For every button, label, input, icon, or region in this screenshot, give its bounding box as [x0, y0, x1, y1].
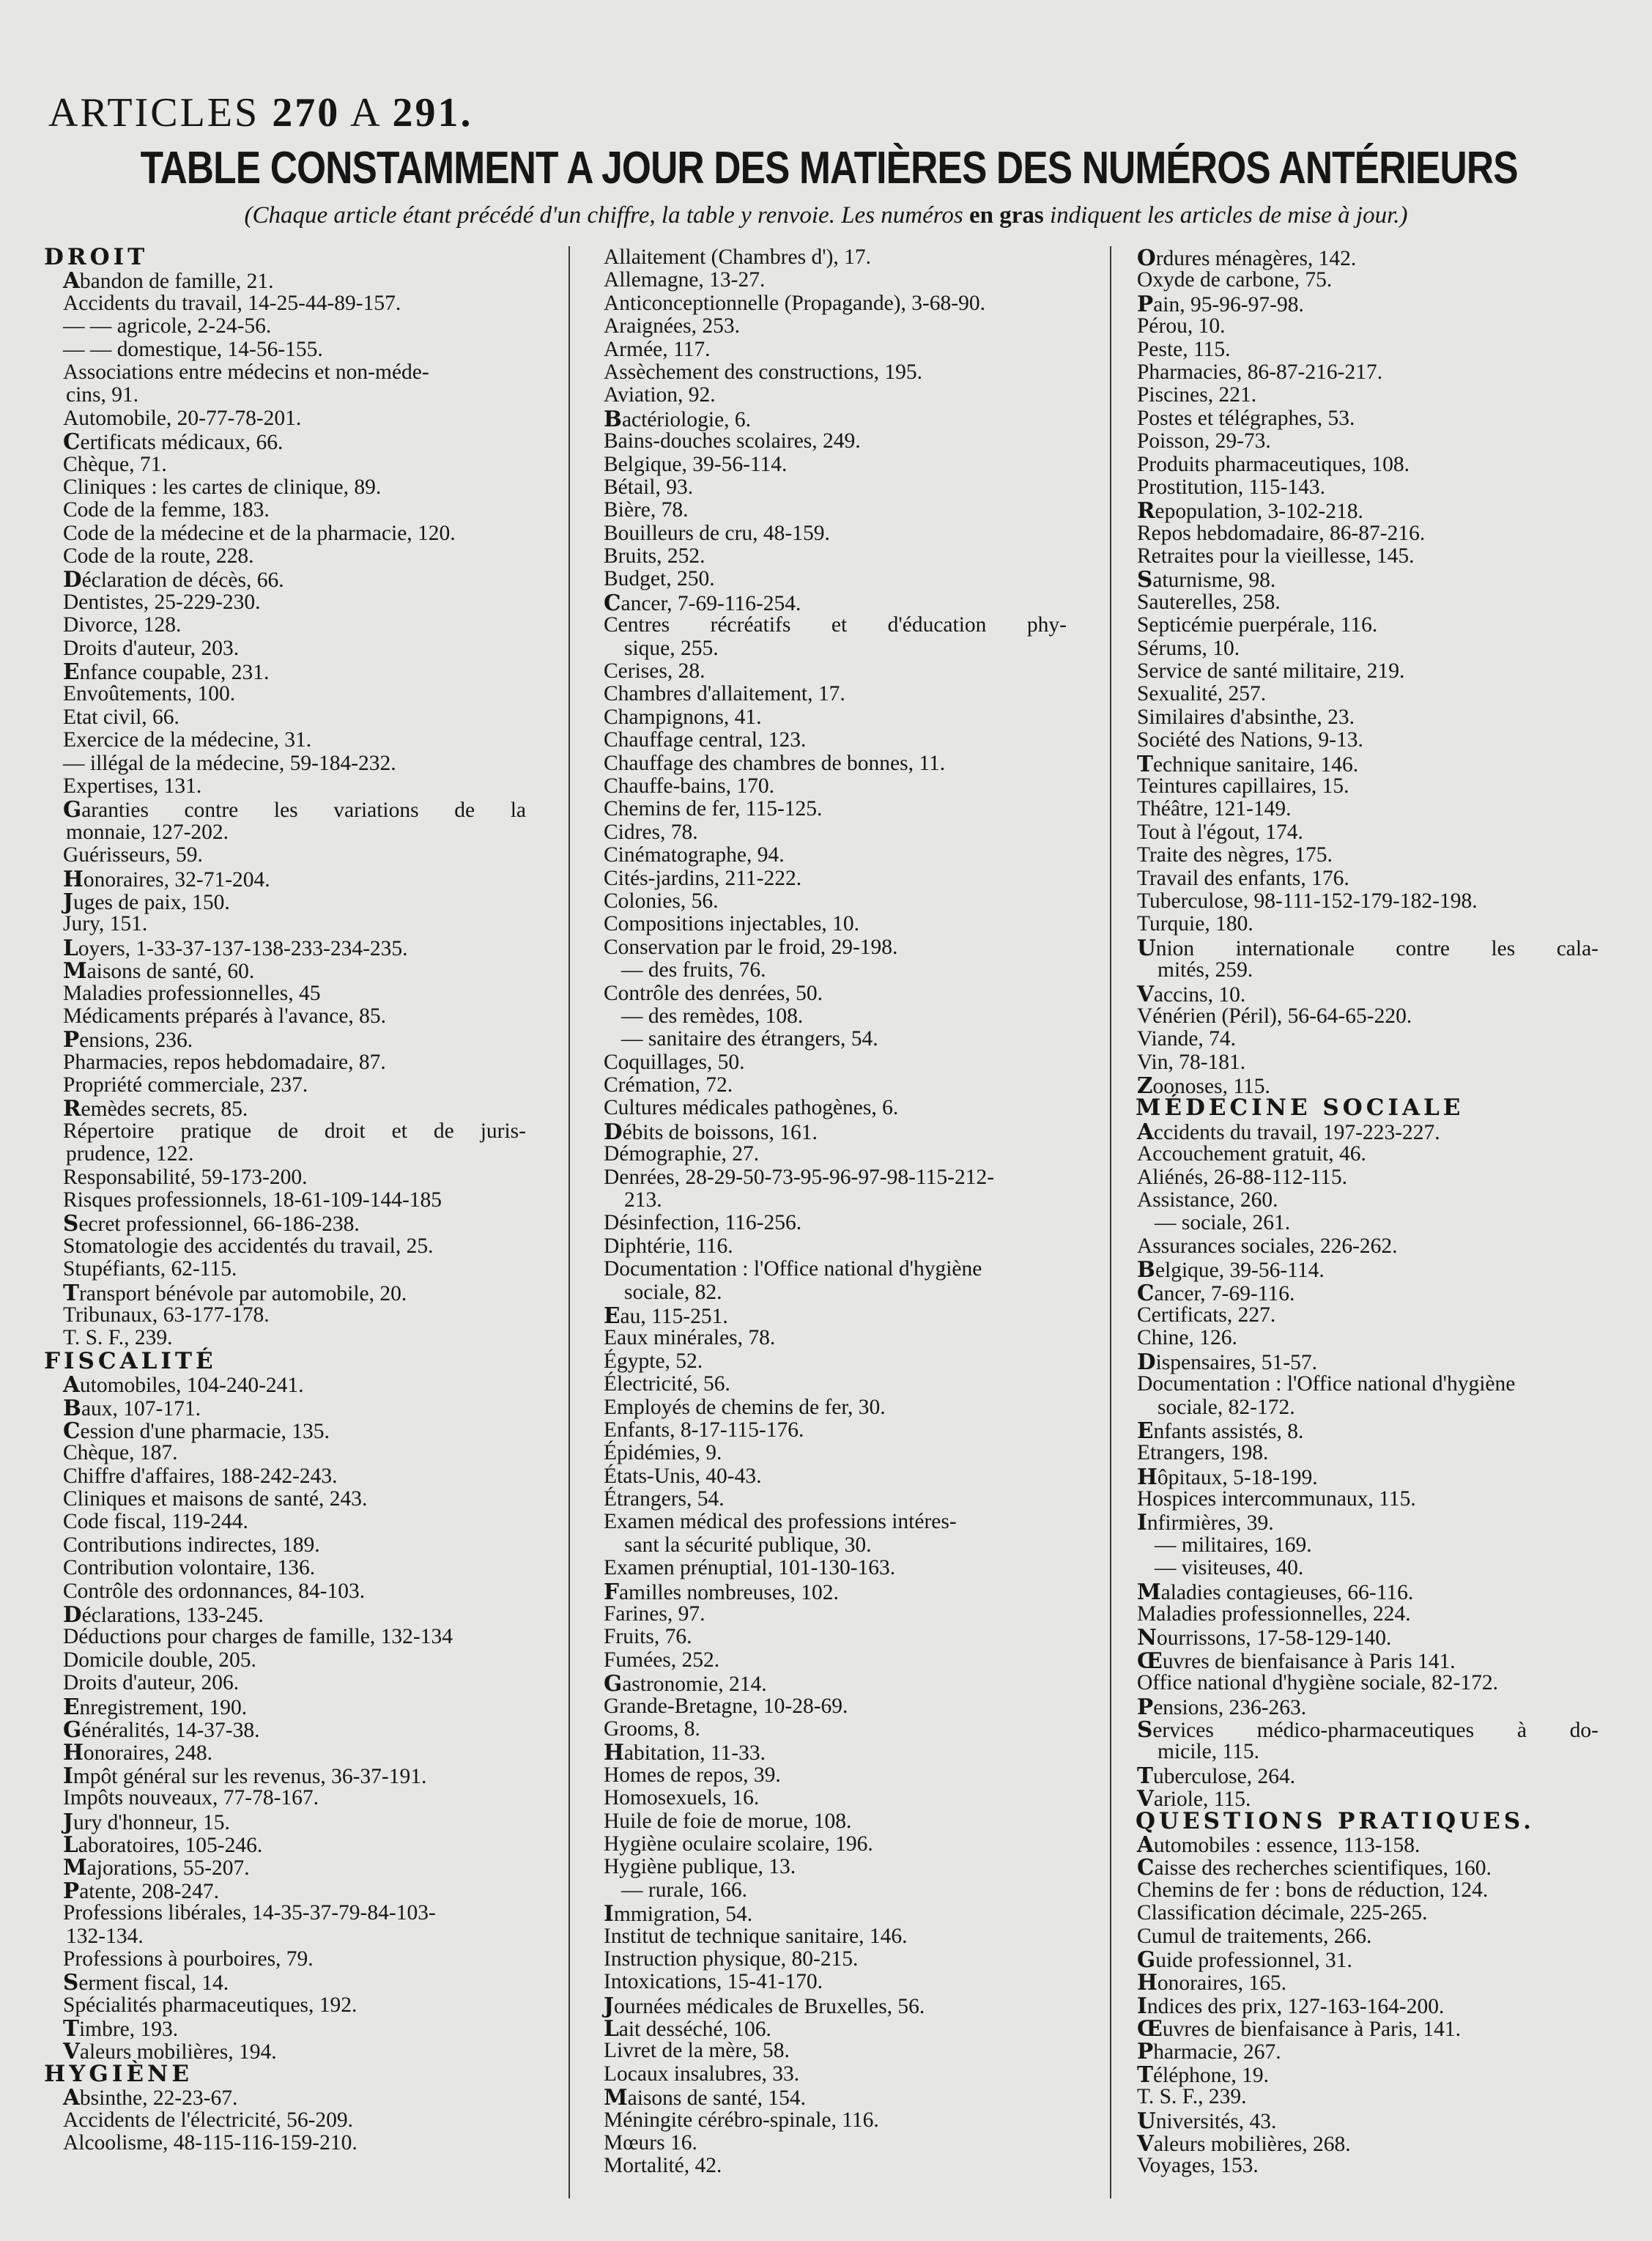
index-entry: Piscines, 221. — [1137, 383, 1257, 407]
index-entry: Chine, 126. — [1137, 1326, 1237, 1350]
subtitle-before: (Chaque article étant précédé d'un chiffre, la table y renvoie. Les numéros — [244, 202, 969, 229]
index-entry: cins, 91. — [66, 383, 139, 407]
index-entry: Peste, 115. — [1137, 337, 1231, 361]
index-entry: Dentistes, 25-229-230. — [63, 590, 261, 614]
index-entry: Examen prénuptial, 101-130-163. — [604, 1556, 896, 1580]
index-entry: Allemagne, 13-27. — [604, 268, 766, 292]
index-entry: Timbre, 193. — [63, 2015, 179, 2042]
index-entry: Tuberculose, 264. — [1137, 1762, 1296, 1788]
index-entry: Intoxications, 15-41-170. — [604, 1970, 823, 1994]
index-entry: Stomatologie des accidentés du travail, 25. — [63, 1234, 434, 1258]
index-entry: Variole, 115. — [1137, 1785, 1251, 1812]
index-entry: Vin, 78-181. — [1137, 1050, 1246, 1074]
index-entry: 213. — [624, 1188, 662, 1212]
index-entry: Compositions injectables, 10. — [604, 912, 860, 936]
index-entry: Laboratoires, 105-246. — [63, 1831, 263, 1857]
index-entry: Enfants, 8-17-115-176. — [604, 1418, 804, 1442]
index-entry: Allaitement (Chambres d'), 17. — [604, 245, 871, 269]
index-entry: Code fiscal, 119-244. — [63, 1510, 248, 1534]
index-entry: Aliénés, 26-88-112-115. — [1137, 1165, 1348, 1189]
index-entry: Cliniques : les cartes de clinique, 89. — [63, 475, 382, 499]
index-entry: Chèque, 71. — [63, 452, 167, 476]
index-entry: Produits pharmaceutiques, 108. — [1137, 452, 1410, 476]
index-entry: Responsabilité, 59-173-200. — [63, 1165, 308, 1189]
index-entry: Office national d'hygiène sociale, 82-172. — [1137, 1671, 1499, 1695]
index-entry: mités, 259. — [1157, 958, 1253, 982]
index-entry: Automobiles, 104-240-241. — [63, 1371, 304, 1398]
index-entry: Jury d'honneur, 15. — [63, 1808, 230, 1834]
index-entry: Pensions, 236-263. — [1137, 1693, 1307, 1719]
index-entry: Honoraires, 165. — [1137, 1969, 1287, 1996]
index-entry: Cession d'une pharmacie, 135. — [63, 1417, 330, 1443]
index-entry: Chauffage central, 123. — [604, 728, 807, 752]
index-entry: Pensions, 236. — [63, 1026, 193, 1053]
index-entry: — illégal de la médecine, 59-184-232. — [63, 751, 396, 775]
index-entry: Envoûtements, 100. — [63, 682, 236, 706]
index-entry: Classification décimale, 225-265. — [1137, 1901, 1428, 1925]
articles-sep: A — [350, 90, 380, 136]
index-entry: Téléphone, 19. — [1137, 2061, 1270, 2087]
articles-range-heading — [48, 89, 473, 136]
index-entry: Assistance, 260. — [1137, 1188, 1278, 1212]
index-entry: Accidents de l'électricité, 56-209. — [63, 2108, 354, 2132]
index-entry: Œuvres de bienfaisance à Paris 141. — [1137, 1647, 1456, 1673]
index-entry: Spécialités pharmaceutiques, 192. — [63, 1993, 358, 2017]
index-entry: Araignées, 253. — [604, 314, 740, 338]
index-entry: Travail des enfants, 176. — [1137, 866, 1349, 890]
index-entry: Accouchement gratuit, 46. — [1137, 1142, 1366, 1166]
index-entry: Expertises, 131. — [63, 774, 202, 798]
index-entry: Valeurs mobilières, 194. — [63, 2038, 277, 2064]
index-entry: États-Unis, 40-43. — [604, 1464, 762, 1488]
index-entry: Contribution volontaire, 136. — [63, 1556, 316, 1580]
section-heading: HYGIÈNE — [44, 2060, 193, 2087]
index-entry: sant la sécurité publique, 30. — [624, 1533, 872, 1557]
index-entry: prudence, 122. — [66, 1142, 194, 1166]
index-entry: Technique sanitaire, 146. — [1137, 750, 1359, 777]
index-entry: Cités-jardins, 211-222. — [604, 866, 802, 890]
index-entry: Œuvres de bienfaisance à Paris, 141. — [1137, 2015, 1461, 2042]
index-entry: Zoonoses, 115. — [1137, 1073, 1270, 1099]
index-entry: Baux, 107-171. — [63, 1394, 201, 1420]
index-entry: Valeurs mobilières, 268. — [1137, 2130, 1351, 2157]
index-entry: micile, 115. — [1157, 1740, 1260, 1764]
index-entry: Etrangers, 198. — [1137, 1441, 1269, 1465]
index-entry: Bouilleurs de cru, 48-159. — [604, 521, 830, 545]
index-entry: Homes de repos, 39. — [604, 1763, 781, 1787]
index-entry: Bétail, 93. — [604, 475, 694, 499]
index-entry: Droits d'auteur, 206. — [63, 1671, 240, 1695]
index-entry: Armée, 117. — [604, 337, 711, 361]
index-entry: Assurances sociales, 226-262. — [1137, 1234, 1398, 1258]
index-entry: Repopulation, 3-102-218. — [1137, 497, 1363, 524]
index-entry: Exercice de la médecine, 31. — [63, 728, 312, 752]
index-entry: Remèdes secrets, 85. — [63, 1095, 248, 1122]
index-entry: Poisson, 29-73. — [1137, 429, 1271, 453]
index-entry: Immigration, 54. — [604, 1900, 753, 1927]
index-entry: Indices des prix, 127-163-164-200. — [1137, 1992, 1445, 2018]
index-entry: Huile de foie de morue, 108. — [604, 1809, 852, 1833]
index-entry: Nourrissons, 17-58-129-140. — [1137, 1624, 1392, 1651]
index-entry: Électricité, 56. — [604, 1372, 730, 1396]
index-entry: Cultures médicales pathogènes, 6. — [604, 1096, 899, 1120]
index-entry: Majorations, 55-207. — [63, 1854, 250, 1881]
index-entry: Contrôle des denrées, 50. — [604, 981, 823, 1005]
index-entry: — des remèdes, 108. — [621, 1004, 804, 1028]
index-entry: Épidémies, 9. — [604, 1441, 722, 1465]
index-entry: Honoraires, 32-71-204. — [63, 865, 270, 892]
index-entry: — militaires, 169. — [1155, 1533, 1312, 1557]
index-entry: Familles nombreuses, 102. — [604, 1578, 839, 1604]
articles-prefix: ARTICLES — [48, 90, 260, 136]
index-entry: — rurale, 166. — [621, 1878, 748, 1902]
page-subtitle — [0, 202, 1652, 229]
index-entry: Certificats médicaux, 66. — [63, 429, 284, 455]
index-entry: Documentation : l'Office national d'hygiène — [604, 1257, 982, 1281]
index-entry: Enregistrement, 190. — [63, 1693, 248, 1719]
index-entry: Cinématographe, 94. — [604, 843, 785, 867]
index-entry: T. S. F., 239. — [1137, 2085, 1247, 2109]
index-entry: Médicaments préparés à l'avance, 85. — [63, 1004, 387, 1028]
index-entry: Maisons de santé, 154. — [604, 2084, 806, 2111]
index-entry: Garanties contre les variations de la — [63, 796, 526, 823]
index-entry: Hôpitaux, 5-18-199. — [1137, 1463, 1318, 1489]
index-entry: sociale, 82-172. — [1157, 1395, 1295, 1419]
index-entry: Divorce, 128. — [63, 613, 182, 637]
index-entry: Tribunaux, 63-177-178. — [63, 1303, 270, 1327]
index-entry: Belgique, 39-56-114. — [604, 452, 788, 476]
index-entry: Professions libérales, 14-35-37-79-84-103- — [63, 1901, 436, 1925]
index-entry: Diphtérie, 116. — [604, 1234, 733, 1258]
index-entry: Bruits, 252. — [604, 544, 705, 568]
index-entry: Bière, 78. — [604, 498, 689, 522]
index-entry: Étrangers, 54. — [604, 1487, 725, 1511]
index-entry: Déductions pour charges de famille, 132-134 — [63, 1625, 453, 1649]
index-entry: Méningite cérébro-spinale, 116. — [604, 2108, 879, 2132]
index-entry: Enfants assistés, 8. — [1137, 1417, 1304, 1443]
index-entry: Postes et télégraphes, 53. — [1137, 406, 1355, 430]
page-title: TABLE CONSTAMMENT A JOUR DES MATIÈRES DES NUMÉROS ANTÉRIEURS — [140, 143, 1518, 193]
index-entry: Cumul de traitements, 266. — [1137, 1924, 1372, 1948]
index-entry: Retraites pour la vieillesse, 145. — [1137, 544, 1415, 568]
index-entry: Déclarations, 133-245. — [63, 1601, 264, 1628]
index-entry: Guide professionnel, 31. — [1137, 1946, 1352, 1972]
index-entry: Ordures ménagères, 142. — [1137, 245, 1357, 270]
index-entry: Teintures capillaires, 15. — [1137, 774, 1349, 798]
index-entry: Vaccins, 10. — [1137, 980, 1246, 1007]
index-entry: — — domestique, 14-56-155. — [63, 337, 323, 361]
index-entry: Cancer, 7-69-116-254. — [604, 589, 801, 615]
index-entry: Infirmières, 39. — [1137, 1509, 1274, 1536]
index-entry: Pharmacies, 86-87-216-217. — [1137, 360, 1383, 384]
index-entry: Employés de chemins de fer, 30. — [604, 1395, 886, 1419]
index-entry: Jury, 151. — [63, 912, 148, 936]
index-entry: Fruits, 76. — [604, 1625, 692, 1649]
index-entry: Chiffre d'affaires, 188-242-243. — [63, 1464, 338, 1488]
index-entry: Dispensaires, 51-57. — [1137, 1348, 1317, 1374]
index-entry: — — agricole, 2-24-56. — [63, 314, 272, 338]
index-entry: Maisons de santé, 60. — [63, 957, 255, 984]
index-entry: Professions à pourboires, 79. — [63, 1946, 314, 1971]
index-entry: Bactériologie, 6. — [604, 405, 752, 431]
index-entry: Contributions indirectes, 189. — [63, 1533, 320, 1557]
index-entry: Union internationale contre les cala- — [1137, 934, 1599, 960]
index-column-1 — [45, 246, 526, 2155]
index-entry: sique, 255. — [624, 636, 719, 660]
index-entry: Chemins de fer, 115-125. — [604, 797, 823, 821]
index-entry: Examen médical des professions intéres- — [604, 1510, 957, 1534]
index-entry: Transport bénévole par automobile, 20. — [63, 1279, 407, 1305]
index-entry: Alcoolisme, 48-115-116-159-210. — [63, 2131, 358, 2155]
index-entry: Enfance coupable, 231. — [63, 659, 270, 685]
index-entry: sociale, 82. — [624, 1280, 722, 1304]
index-entry: Saturnisme, 98. — [1137, 566, 1276, 593]
index-entry: Conservation par le froid, 29-198. — [604, 935, 898, 959]
index-entry: Certificats, 227. — [1137, 1303, 1276, 1327]
index-entry: Déclaration de décès, 66. — [63, 566, 284, 593]
index-entry: Démographie, 27. — [604, 1142, 760, 1166]
index-entry: Instruction physique, 80-215. — [604, 1946, 859, 1971]
index-entry: Aviation, 92. — [604, 383, 716, 407]
index-entry: Serment fiscal, 14. — [63, 1969, 229, 1996]
index-entry: Loyers, 1-33-37-137-138-233-234-235. — [63, 934, 408, 960]
index-entry: Budget, 250. — [604, 567, 715, 591]
index-entry: Pharmacie, 267. — [1137, 2038, 1281, 2064]
index-entry: Anticonceptionnelle (Propagande), 3-68-90. — [604, 291, 986, 315]
index-entry: Institut de technique sanitaire, 146. — [604, 1924, 908, 1948]
index-entry: Viande, 74. — [1137, 1027, 1237, 1051]
index-entry: Accidents du travail, 197-223-227. — [1137, 1118, 1440, 1144]
index-column-3 — [1137, 246, 1599, 2178]
section-heading: QUESTIONS PRATIQUES. — [1136, 1807, 1535, 1834]
index-entry: Désinfection, 116-256. — [604, 1211, 802, 1235]
index-entry: Grande-Bretagne, 10-28-69. — [604, 1694, 848, 1718]
index-entry: 132-134. — [66, 1924, 144, 1948]
index-entry: Code de la médecine et de la pharmacie, 120. — [63, 521, 456, 545]
index-entry: Impôt général sur les revenus, 36-37-191. — [63, 1762, 427, 1788]
index-entry: Caisse des recherches scientifiques, 160. — [1137, 1854, 1492, 1881]
index-entry: Stupéfiants, 62-115. — [63, 1257, 237, 1281]
index-entry: Tout à l'égout, 174. — [1137, 820, 1303, 844]
index-entry: Service de santé militaire, 219. — [1137, 659, 1405, 684]
index-entry: Chambres d'allaitement, 17. — [604, 682, 845, 706]
index-entry: Septicémie puerpérale, 116. — [1137, 613, 1378, 637]
index-entry: Contrôle des ordonnances, 84-103. — [63, 1579, 366, 1603]
index-entry: Assèchement des constructions, 195. — [604, 360, 923, 384]
index-entry: Cerises, 28. — [604, 659, 705, 684]
index-entry: Livret de la mère, 58. — [604, 2039, 790, 2063]
column-divider — [568, 246, 570, 2199]
index-entry: Similaires d'absinthe, 23. — [1137, 705, 1355, 729]
index-entry: Colonies, 56. — [604, 889, 719, 913]
index-entry: Farines, 97. — [604, 1602, 705, 1626]
index-entry: Documentation : l'Office national d'hygiène — [1137, 1372, 1516, 1396]
index-entry: Lait desséché, 106. — [604, 2015, 771, 2042]
index-entry: Absinthe, 22-23-67. — [63, 2084, 238, 2111]
subtitle-bold: en gras — [968, 202, 1044, 229]
index-entry: — sociale, 261. — [1155, 1211, 1291, 1235]
index-entry: Voyages, 153. — [1137, 2154, 1259, 2178]
index-entry: Hospices intercommunaux, 115. — [1137, 1487, 1416, 1511]
index-entry: Denrées, 28-29-50-73-95-96-97-98-115-212- — [604, 1165, 995, 1189]
index-entry: Maladies contagieuses, 66-116. — [1137, 1578, 1414, 1604]
index-entry: Débits de boissons, 161. — [604, 1118, 818, 1144]
index-entry: Champignons, 41. — [604, 705, 762, 729]
index-entry: Sauterelles, 258. — [1137, 590, 1281, 614]
index-entry: Cancer, 7-69-116. — [1137, 1279, 1295, 1305]
index-entry: Théâtre, 121-149. — [1137, 797, 1292, 821]
articles-from: 270 — [272, 90, 341, 136]
section-heading: FISCALITÉ — [44, 1347, 217, 1374]
index-entry: — des fruits, 76. — [621, 958, 766, 982]
index-entry: Prostitution, 115-143. — [1137, 475, 1326, 499]
index-entry: Grooms, 8. — [604, 1717, 700, 1741]
index-entry: Pérou, 10. — [1137, 314, 1226, 338]
index-entry: Chèque, 187. — [63, 1441, 178, 1465]
index-entry: T. S. F., 239. — [63, 1326, 173, 1350]
index-entry: Guérisseurs, 59. — [63, 843, 203, 867]
index-entry: Sexualité, 257. — [1137, 682, 1267, 706]
index-entry: Eaux minérales, 78. — [604, 1326, 776, 1350]
index-entry: Locaux insalubres, 33. — [604, 2062, 800, 2086]
index-entry: Maladies professionnelles, 224. — [1137, 1602, 1411, 1626]
index-entry: Mortalité, 42. — [604, 2154, 722, 2178]
index-entry: Cliniques et maisons de santé, 243. — [63, 1487, 368, 1511]
index-entry: Accidents du travail, 14-25-44-89-157. — [63, 291, 401, 315]
index-entry: Domicile double, 205. — [63, 1648, 256, 1672]
articles-to: 291. — [392, 90, 473, 136]
index-entry: Abandon de famille, 21. — [63, 267, 274, 294]
index-entry: Mœurs 16. — [604, 2131, 697, 2155]
index-entry: Traite des nègres, 175. — [1137, 843, 1333, 867]
index-entry: Coquillages, 50. — [604, 1050, 745, 1074]
column-divider — [1110, 246, 1111, 2199]
index-entry: Pharmacies, repos hebdomadaire, 87. — [63, 1050, 386, 1074]
index-entry: Juges de paix, 150. — [63, 888, 230, 914]
index-entry: Gastronomie, 214. — [604, 1670, 767, 1697]
section-heading: DROIT — [44, 244, 149, 270]
index-entry: Sérums, 10. — [1137, 636, 1240, 660]
index-entry: Homosexuels, 16. — [604, 1786, 760, 1810]
index-entry: Impôts nouveaux, 77-78-167. — [63, 1786, 319, 1810]
index-entry: Propriété commerciale, 237. — [63, 1073, 308, 1097]
index-entry: Code de la femme, 183. — [63, 498, 270, 522]
section-heading: MÉDECINE SOCIALE — [1136, 1094, 1464, 1122]
index-entry: Habitation, 11-33. — [604, 1739, 766, 1766]
index-entry: Automobiles : essence, 113-158. — [1137, 1831, 1421, 1857]
index-entry: Hygiène publique, 13. — [604, 1855, 796, 1879]
index-entry: Centres récréatifs et d'éducation phy- — [604, 613, 1067, 637]
index-entry: Hygiène oculaire scolaire, 196. — [604, 1831, 873, 1856]
index-entry: Pain, 95-96-97-98. — [1137, 290, 1304, 316]
index-entry: Chauffage des chambres de bonnes, 11. — [604, 751, 946, 775]
index-entry: Tuberculose, 98-111-152-179-182-198. — [1137, 889, 1478, 913]
index-entry: Eau, 115-251. — [604, 1302, 728, 1328]
index-entry: Cidres, 78. — [604, 820, 698, 844]
index-entry: Patente, 208-247. — [63, 1877, 220, 1903]
index-entry: Crémation, 72. — [604, 1073, 733, 1097]
index-entry: Automobile, 20-77-78-201. — [63, 406, 302, 430]
index-entry: Belgique, 39-56-114. — [1137, 1256, 1325, 1283]
index-entry: — sanitaire des étrangers, 54. — [621, 1027, 878, 1051]
index-entry: Secret professionnel, 66-186-238. — [63, 1210, 360, 1237]
index-entry: Généralités, 14-37-38. — [63, 1716, 260, 1742]
index-entry: Vénérien (Péril), 56-64-65-220. — [1137, 1004, 1412, 1028]
index-column-2 — [604, 246, 1067, 2178]
index-entry: Société des Nations, 9-13. — [1137, 728, 1363, 752]
index-entry: — visiteuses, 40. — [1155, 1556, 1304, 1580]
index-entry: Journées médicales de Bruxelles, 56. — [604, 1992, 925, 2018]
index-entry: Honoraires, 248. — [63, 1739, 213, 1766]
index-entry: Turquie, 180. — [1137, 912, 1253, 936]
index-entry: Égypte, 52. — [604, 1349, 703, 1373]
index-entry: Bains-douches scolaires, 249. — [604, 429, 861, 453]
index-entry: Risques professionnels, 18-61-109-144-185 — [63, 1188, 442, 1212]
index-entry: monnaie, 127-202. — [66, 820, 229, 844]
index-entry: Oxyde de carbone, 75. — [1137, 268, 1333, 292]
index-entry: Répertoire pratique de droit et de juris- — [63, 1119, 526, 1143]
index-entry: Chauffe-bains, 170. — [604, 774, 774, 798]
index-entry: Maladies professionnelles, 45 — [63, 981, 321, 1005]
index-entry: Universités, 43. — [1137, 2107, 1277, 2133]
index-entry: Services médico-pharmaceutiques à do- — [1137, 1716, 1599, 1742]
index-entry: Etat civil, 66. — [63, 705, 179, 729]
index-entry: Chemins de fer : bons de réduction, 124. — [1137, 1878, 1489, 1902]
index-entry: Droits d'auteur, 203. — [63, 636, 240, 660]
index-entry: Associations entre médecins et non-méde- — [63, 360, 429, 384]
subtitle-after: indiquent les articles de mise à jour.) — [1043, 202, 1408, 229]
index-entry: Code de la route, 228. — [63, 544, 254, 568]
index-entry: Repos hebdomadaire, 86-87-216. — [1137, 521, 1426, 545]
index-entry: Fumées, 252. — [604, 1648, 720, 1672]
